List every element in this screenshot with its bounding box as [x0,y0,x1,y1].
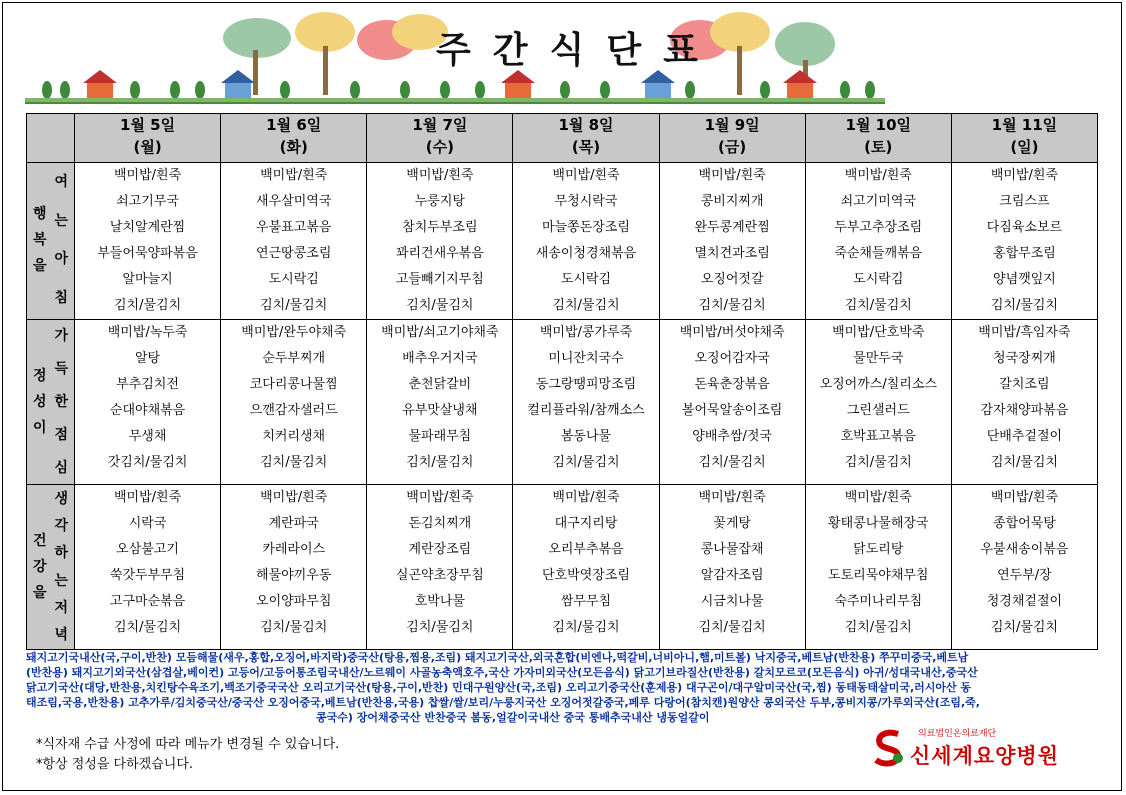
day-header [659,114,805,163]
menu-cell [951,485,1097,650]
origin-line: 태조림,국용,반찬용) 고추가루/김치중국산/중국산 오징어중국,베트남(반찬용,국용) 찹쌀/쌀/보리/누룽지국산 오징어젓갈중국,페루 다랑어(참치캔)원양산 콩외국산 두부,콩비지콩/가루외국산(조림,죽, [26,696,980,709]
day-date: 1월 10일 [845,116,912,134]
day-header [805,114,951,163]
menu-item: 오이양파무침 [256,594,332,609]
meal-label-char: 는 [54,572,69,589]
day-weekday: (화) [279,138,308,156]
menu-item: 알감자조림 [700,568,764,583]
menu-item: 부추김치전 [116,377,179,392]
menu-item: 알마늘지 [122,272,173,287]
meal-row [27,485,1098,650]
menu-item: 무청시락국 [554,194,618,209]
menu-item: 해물야끼우동 [256,568,332,583]
menu-item: 오징어감자국 [694,351,770,366]
day-date: 1월 5일 [120,116,176,134]
day-weekday: (수) [425,138,454,156]
origin-line: 콩국수) 장어채중국산 반찬중국 봄동,얼갈이국내산 중국 통배추국내산 냉동얼갈이 [316,711,710,724]
menu-item: 죽순채들깨볶음 [834,246,923,261]
menu-cell [367,485,513,650]
menu-item: 백미밥/흰죽 [260,168,328,183]
menu-item: 김치/물김치 [113,298,182,313]
menu-item: 김치/물김치 [844,298,912,313]
menu-item: 순대야채볶음 [109,403,186,418]
menu-item: 김치/물김치 [552,455,620,470]
menu-item: 두부고추장조림 [834,220,923,235]
meal-label-char: 저 [54,599,69,616]
meal-label-char: 점 [54,426,69,443]
menu-item: 백미밥/흰죽 [406,168,474,183]
menu-item: 부들어묵양파볶음 [97,246,198,261]
menu-cell [659,485,805,650]
day-date: 1월 8일 [558,116,614,134]
menu-cell [221,163,367,320]
menu-item: 돈김치찌개 [408,516,472,531]
day-header [75,114,221,163]
menu-item: 알탕 [135,351,161,366]
origin-line: (반찬용) 돼지고기외국산(삼겹살,베이컨) 고등어/고등어통조림국내산/노르웨이 사골농축액호주,국산 가자미외국산(모든음식) 닭고기브라질산(반찬용) 갈치모르코(모든음식) 아귀/성대국내산,중국산 [26,666,978,679]
meal-label-char: 을 [32,585,47,601]
menu-item: 고들빼기지무침 [395,272,484,287]
day-weekday: (토) [864,138,893,156]
menu-item: 콩비지찌개 [700,194,764,209]
menu-cell [75,163,221,320]
menu-item: 쇠고기무국 [116,194,179,209]
menu-item: 코다리콩나물찜 [249,377,338,392]
menu-item: 백미밥/흰죽 [260,490,328,505]
meal-label [27,320,75,485]
menu-item: 컬리플라워/참깨소스 [527,403,645,418]
page-title: 주간식단표 [436,30,720,71]
menu-item: 단배추겉절이 [986,429,1063,444]
menu-item: 양배추쌈/젓국 [692,429,772,444]
menu-item: 갈치조림 [999,377,1050,392]
meal-row [27,163,1098,320]
meal-label-char: 아 [54,251,69,268]
menu-item: 백미밥/흑임자죽 [978,325,1071,340]
day-header-row [27,114,1098,163]
meal-label-char: 생 [54,490,69,507]
menu-item: 미니잔치국수 [548,351,624,366]
menu-cell [805,320,951,485]
weekly-menu-table [26,113,1098,650]
menu-item: 홍합무조림 [993,246,1056,261]
menu-item: 김치/물김치 [260,298,328,313]
meal-label-char: 심 [54,459,69,476]
menu-item: 쑥갓두부무침 [109,568,186,583]
menu-item: 시금치나물 [700,594,764,609]
menu-item: 대구지리탕 [554,516,618,531]
menu-item: 크림스프 [999,194,1050,209]
menu-item: 백미밥/녹두죽 [107,325,188,340]
menu-item: 백미밥/흰죽 [844,490,912,505]
menu-cell [805,485,951,650]
menu-item: 연근땅콩조림 [256,246,332,261]
origin-line: 닭고기국산(대당,반찬용,치킨탕수육조기,백조기중국국산 오리고기국산(탕용,구이,반찬) 민대구원양산(국,조림) 오리고기중국산(훈제용) 대구곤이/대구알미국산(국,찜) 동태동태살미국,러시아산 동 [26,681,972,694]
menu-item: 백미밥/버섯야채죽 [679,325,785,340]
day-header [513,114,659,163]
menu-item: 멸치견과조림 [694,246,770,261]
meal-label-char: 이 [32,420,47,436]
menu-item: 백미밥/쇠고기야채죽 [381,325,499,340]
table-corner [27,114,75,163]
menu-item: 청경채겉절이 [986,594,1063,609]
menu-cell [75,320,221,485]
menu-item: 으깬감자샐러드 [249,403,338,418]
menu-item: 백미밥/흰죽 [698,490,766,505]
menu-cell [805,163,951,320]
menu-item: 감자채양파볶음 [980,403,1069,418]
day-header [221,114,367,163]
menu-item: 닭도리탕 [853,542,904,557]
menu-item: 누룽지탕 [414,194,465,209]
meal-label-char: 침 [54,289,69,306]
menu-item: 백미밥/완두야채죽 [241,325,347,340]
menu-item: 동그랑땡피망조림 [535,377,637,392]
menu-cell [951,320,1097,485]
day-date: 1월 6일 [266,116,322,134]
menu-item: 백미밥/흰죽 [113,168,182,183]
menu-item: 김치/물김치 [260,620,328,635]
menu-item: 유부맛살냉채 [402,403,478,418]
menu-item: 김치/물김치 [698,455,766,470]
meal-label-char: 하 [54,545,69,562]
menu-item: 오삼불고기 [116,542,179,557]
origin-line: 돼지고기국내산(국,구이,반찬) 모듬해물(새우,홍합,오징어,바지락)중국산(탕용,찜용,조림) 돼지고기국산,외국혼합(비엔나,떡갈비,너비아니,햄,미트볼) 낙지중국,베트남(반찬용) 쭈꾸미중국,베트남 [26,651,969,664]
menu-item: 백미밥/흰죽 [406,490,474,505]
menu-item: 물파래무침 [408,429,472,444]
menu-item: 시락국 [128,516,167,531]
meal-label-char: 한 [54,393,69,410]
notes [36,735,339,775]
menu-item: 갓김치/물김치 [107,455,188,470]
menu-cell [367,320,513,485]
day-header [367,114,513,163]
menu-item: 돈육춘장볶음 [694,377,770,392]
menu-cell [221,320,367,485]
menu-item: 김치/물김치 [844,455,912,470]
menu-item: 물만두국 [853,351,904,366]
logo-name: 신세계요양병원 [910,744,1060,768]
meal-label-char: 득 [54,361,69,378]
menu-cell [513,485,659,650]
menu-item: 새우살미역국 [256,194,332,209]
menu-item: 배추우거지국 [402,351,478,366]
menu-item: 오징어젓갈 [700,272,764,287]
menu-item: 숙주미나리무침 [834,594,923,609]
menu-item: 우불새송이볶음 [980,542,1069,557]
menu-item: 쌈무무침 [560,594,612,609]
meal-label-char: 녁 [54,627,69,644]
day-date: 1월 11일 [991,116,1058,134]
menu-cell [75,485,221,650]
menu-item: 도시락김 [853,272,904,287]
meal-label-char: 여 [54,174,69,191]
menu-item: 호박표고볶음 [840,429,916,444]
meal-label-char: 강 [32,559,47,575]
logo-emblem-icon [872,728,906,768]
menu-item: 백미밥/콩가루죽 [539,325,633,340]
menu-item: 김치/물김치 [113,620,182,635]
menu-item: 백미밥/흰죽 [844,168,912,183]
menu-item: 김치/물김치 [552,620,620,635]
menu-item: 김치/물김치 [990,455,1058,470]
menu-item: 연두부/장 [997,568,1052,583]
logo-subtitle: 의료법인온의료재단 [918,729,997,739]
menu-item: 도토리묵야채무침 [828,568,929,583]
menu-item: 새송이청경채볶음 [535,246,637,261]
menu-item: 황태콩나물해장국 [828,516,929,531]
meal-row [27,320,1098,485]
menu-item: 백미밥/흰죽 [552,168,620,183]
menu-item: 김치/물김치 [698,298,766,313]
menu-item: 볼어묵알송이조림 [681,403,783,418]
menu-item: 순두부찌개 [262,351,326,366]
meal-label [27,485,75,650]
day-weekday: (목) [571,138,601,156]
menu-cell [659,163,805,320]
day-weekday: (월) [133,138,162,156]
menu-item: 도시락김 [560,272,612,287]
menu-item: 김치/물김치 [990,298,1058,313]
menu-item: 단호박엿장조림 [542,568,630,583]
meal-label-char: 정 [32,368,47,384]
ingredient-origin-info [26,650,1098,725]
menu-item: 김치/물김치 [406,298,474,313]
menu-cell [951,163,1097,320]
menu-item: 김치/물김치 [552,298,620,313]
meal-label-char: 행 [32,206,47,222]
meal-label-char: 을 [32,258,47,274]
menu-cell [513,320,659,485]
menu-item: 참치두부조림 [402,220,478,235]
menu-item: 청국장찌개 [993,351,1056,366]
menu-item: 실곤약초장무침 [395,568,484,583]
day-weekday: (금) [718,138,747,156]
meal-label-char: 복 [32,232,47,248]
meal-label-char: 성 [32,394,47,410]
menu-item: 날치알계란찜 [109,220,186,235]
menu-cell [367,163,513,320]
menu-item: 김치/물김치 [406,620,474,635]
meal-label [27,163,75,320]
menu-item: 그린샐러드 [846,403,910,418]
day-date: 1월 9일 [704,116,760,134]
menu-item: 김치/물김치 [698,620,766,635]
menu-item: 꽈리건새우볶음 [395,246,484,261]
day-weekday: (일) [1010,138,1039,156]
menu-item: 콩나물잡채 [700,542,764,557]
menu-item: 계란장조림 [408,542,472,557]
menu-item: 백미밥/흰죽 [552,490,620,505]
menu-item: 다짐육소보르 [986,220,1063,235]
menu-item: 백미밥/흰죽 [990,490,1058,505]
meal-label-char: 각 [54,517,69,534]
menu-item: 김치/물김치 [260,455,328,470]
menu-item: 마늘쫑돈장조림 [542,220,630,235]
menu-item: 완두콩계란찜 [694,220,770,235]
menu-item: 김치/물김치 [844,620,912,635]
day-header [951,114,1097,163]
menu-item: 도시락김 [268,272,319,287]
menu-item: 백미밥/흰죽 [113,490,182,505]
menu-item: 꽃게탕 [713,516,751,531]
menu-item: 김치/물김치 [406,455,474,470]
note-line: *항상 정성을 다하겠습니다. [36,757,194,772]
menu-item: 김치/물김치 [990,620,1058,635]
menu-item: 카레라이스 [262,542,326,557]
meal-label-char: 건 [32,533,47,549]
menu-item: 무생채 [128,429,167,444]
note-line: *식자재 수급 사정에 따라 메뉴가 변경될 수 있습니다. [36,737,340,752]
menu-item: 계란파국 [268,516,319,531]
menu-item: 춘천닭갈비 [408,377,472,392]
menu-item: 치커리생채 [262,429,326,444]
menu-item: 오징어까스/칠리소스 [819,377,937,392]
menu-item: 쇠고기미역국 [840,194,916,209]
menu-item: 오리부추볶음 [548,542,624,557]
menu-item: 고구마순볶음 [109,594,186,609]
menu-item: 백미밥/단호박죽 [832,325,925,340]
menu-item: 종합어묵탕 [993,516,1056,531]
meal-label-char: 가 [54,328,69,345]
menu-cell [659,320,805,485]
menu-item: 양념깻잎지 [993,272,1056,287]
menu-cell [513,163,659,320]
day-date: 1월 7일 [412,116,468,134]
menu-item: 우불표고볶음 [256,220,332,235]
meal-label-char: 는 [54,212,69,229]
menu-item: 봄동나물 [560,429,612,444]
menu-item: 호박나물 [414,594,465,609]
menu-item: 백미밥/흰죽 [698,168,766,183]
menu-item: 백미밥/흰죽 [990,168,1058,183]
menu-cell [221,485,367,650]
hospital-logo [870,724,1090,772]
